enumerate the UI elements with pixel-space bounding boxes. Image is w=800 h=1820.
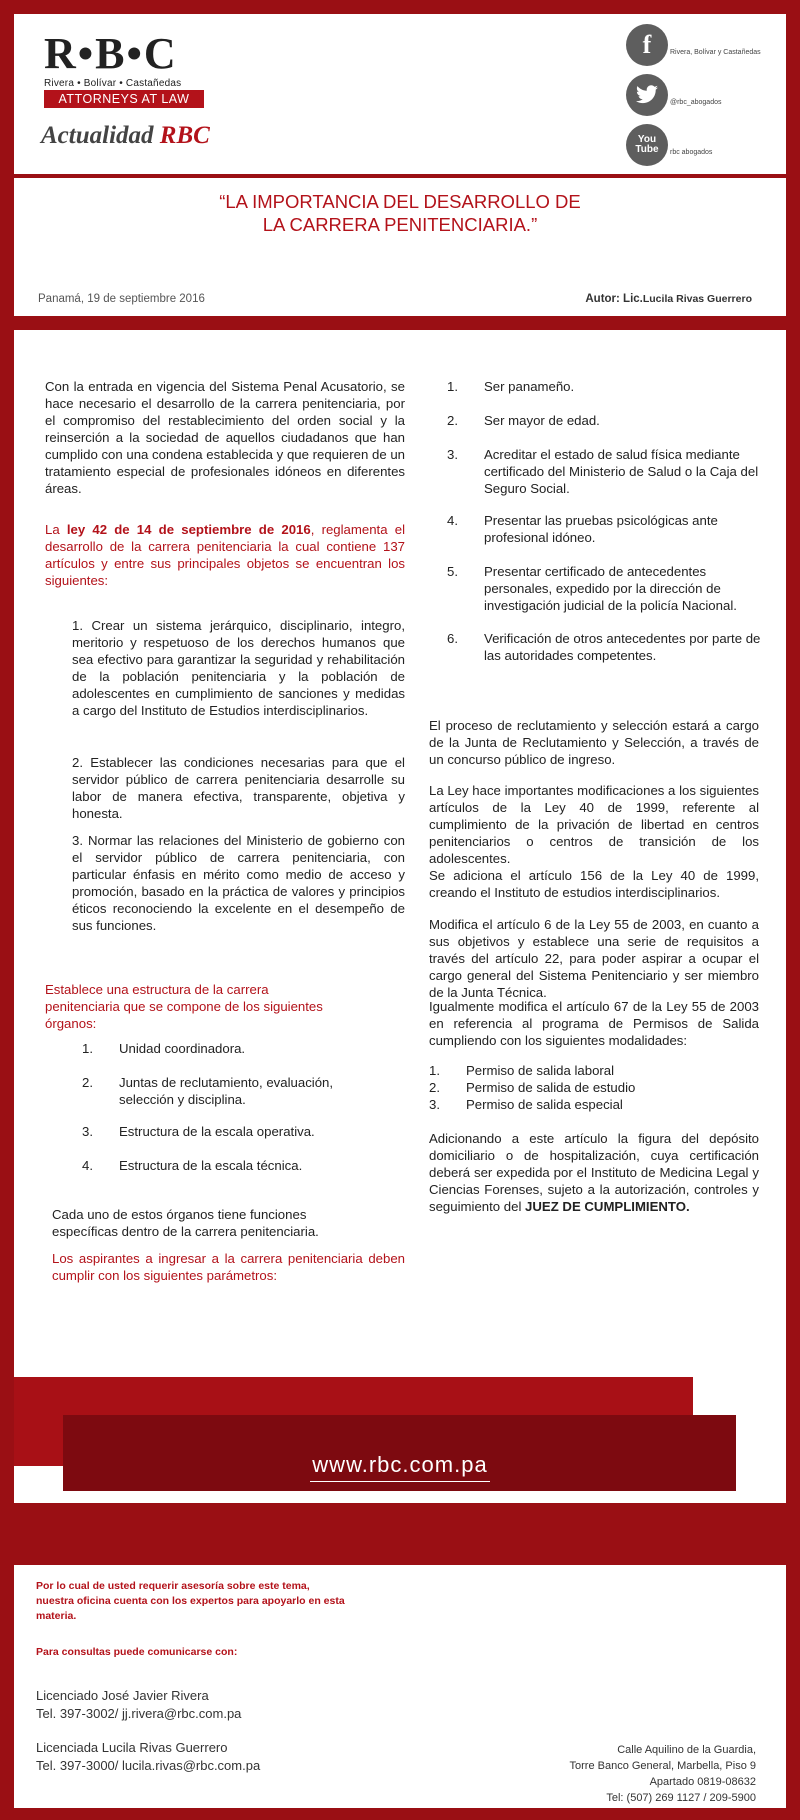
twitter-label: @rbc_abogados [670, 99, 722, 106]
website-link[interactable]: www.rbc.com.pa [312, 1452, 488, 1477]
requirement-item: Presentar certificado de antecedentes personales, expedido por la dirección de investigación judicial de la policía Nacional. [484, 564, 737, 613]
requirement-number: 5. [447, 564, 458, 579]
advice-line: nuestra oficina cuenta con los expertos para apoyarlo en esta [36, 1595, 345, 1607]
permit-number: 3. [429, 1097, 440, 1112]
deposit-text: Adicionando a este artículo la figura del depósito domiciliario o de hospitalización, cuya certificación deberá ser expedida por el Instituto de Medicina Legal y Ciencias Forenses, sujeto a la autorización, controles y seguimiento del [429, 1131, 759, 1214]
logo-letters: R•B•C [44, 29, 178, 78]
consult-text: Para consultas puede comunicarse con: [36, 1646, 238, 1658]
title-line-2: LA CARRERA PENITENCIARIA.” [262, 214, 538, 235]
advice-text [36, 1579, 345, 1624]
article-title [14, 190, 786, 236]
requirement-number: 4. [447, 513, 458, 528]
contact-2-name: Licenciada Lucila Rivas Guerrero [36, 1740, 228, 1755]
requirement-number: 2. [447, 413, 458, 428]
requirement-item: Presentar las pruebas psicológicas ante profesional idóneo. [484, 513, 718, 545]
permit-number: 1. [429, 1063, 440, 1078]
contact-1-info[interactable]: Tel. 397-3002/ jj.rivera@rbc.com.pa [36, 1706, 242, 1721]
process-paragraph: El proceso de reclutamiento y selección estará a cargo de la Junta de Reclutamiento y Selección, a través de un concurso público de ingreso. [429, 718, 759, 767]
website-underline [310, 1481, 490, 1482]
facebook-icon[interactable]: f [626, 24, 668, 66]
objective-3: 3. Normar las relaciones del Ministerio de gobierno con el servidor público de carrera penitenciaria, con particular énfasis en mérito como medio de acceso y promoción, basado en la práctica de valores y principios éticos reconociendo la excelente en el desempeño de sus funciones. [72, 833, 405, 933]
social-twitter[interactable] [626, 72, 756, 116]
deposit-paragraph [429, 1130, 759, 1215]
logo-tagline: ATTORNEYS AT LAW [44, 90, 204, 108]
organ-item: Juntas de reclutamiento, evaluación, selección y disciplina. [119, 1075, 334, 1107]
youtube-icon[interactable]: You Tube [626, 124, 668, 166]
social-youtube[interactable] [626, 122, 756, 166]
permit-number: 2. [429, 1080, 440, 1095]
rbc-logo [44, 29, 204, 108]
organ-number: 1. [82, 1041, 93, 1056]
permit-item: Permiso de salida laboral [466, 1063, 615, 1078]
aspirants-paragraph: Los aspirantes a ingresar a la carrera penitenciaria deben cumplir con los siguientes parámetros: [52, 1251, 405, 1283]
organs-note: Cada uno de estos órganos tiene funciones específicas dentro de la carrera penitenciaria. [52, 1207, 319, 1239]
requirement-number: 6. [447, 631, 458, 646]
article6-paragraph: Modifica el artículo 6 de la Ley 55 de 2003, en cuanto a sus objetivos y establece una serie de requisitos a través del artículo 22, para poder aspirar a ocupar el cargo general del Sistema Penitenciario y ser miembro de la Junta Técnica. [429, 917, 759, 1000]
address-line: Torre Banco General, Marbella, Piso 9 [569, 1760, 756, 1772]
logo-names: Rivera • Bolívar • Castañedas [44, 78, 182, 89]
author-prefix: Autor: Lic. [585, 293, 643, 305]
permit-item: Permiso de salida de estudio [466, 1080, 636, 1095]
publication-title [41, 122, 210, 150]
contact-1-name: Licenciado José Javier Rivera [36, 1688, 209, 1703]
title-panel [14, 178, 786, 316]
permit-item: Permiso de salida especial [466, 1097, 623, 1112]
header [14, 14, 786, 174]
contact-2-info[interactable]: Tel. 397-3000/ lucila.rivas@rbc.com.pa [36, 1758, 261, 1773]
address-line: Tel: (507) 269 1127 / 209-5900 [606, 1792, 756, 1804]
publication-name: Actualidad [41, 122, 154, 149]
organ-number: 3. [82, 1124, 93, 1139]
advice-line: Por lo cual de usted requerir asesoría sobre este tema, [36, 1580, 310, 1592]
objective-2: 2. Establecer las condiciones necesarias para que el servidor público de carrera penitenciaria desarrolle su labor de manera efectiva, transparente, objetiva y honesta. [72, 755, 405, 821]
office-address [570, 1742, 756, 1806]
law-name: ley 42 de 14 de septiembre de 2016 [66, 522, 311, 537]
contact-2 [36, 1739, 260, 1775]
article-author [585, 293, 752, 305]
law-post: , reglamenta el desarrollo de la carrera penitenciaria la cual contiene 137 artículos y entre sus principales objetos se encuentran los siguientes: [45, 522, 405, 588]
intro-paragraph: Con la entrada en vigencia del Sistema Penal Acusatorio, se hace necesario el desarrollo de la carrera penitenciaria, por el compromiso del restablecimiento del orden social y la reinserción a la sociedad de aquellos ciudadanos que han cumplido con una condena establecida y que requieren de un tratamiento especial de profesionales idóneos en diferentes áreas. [45, 379, 405, 496]
youtube-label: rbc abogados [670, 149, 713, 156]
contact-1 [36, 1687, 241, 1723]
footer [14, 1565, 786, 1808]
law-pre: La [45, 522, 67, 537]
law-paragraph [45, 521, 405, 589]
judge-text: JUEZ DE CUMPLIMIENTO. [525, 1199, 690, 1214]
article67-paragraph: Igualmente modifica el artículo 67 de la Ley 55 de 2003 en referencia al programa de Permisos de Salida cumpliendo con los siguientes modalidades: [429, 999, 759, 1048]
article-date: Panamá, 19 de septiembre 2016 [38, 293, 205, 305]
requirement-item: Ser mayor de edad. [484, 413, 600, 428]
structure-heading: Establece una estructura de la carrera penitenciaria que se compone de los siguientes órganos: [45, 982, 323, 1031]
modifications-paragraph: La Ley hace importantes modificaciones a los siguientes artículos de la Ley 40 de 1999, referente al cumplimiento de la privación de libertad en centros penitenciarios o centros de transición de los adolescentes. [429, 783, 759, 866]
address-line: Apartado 0819-08632 [649, 1776, 756, 1788]
requirement-number: 3. [447, 447, 458, 462]
facebook-label: Rivera, Bolívar y Castañedas [670, 49, 761, 56]
organ-item: Estructura de la escala operativa. [119, 1124, 315, 1139]
organ-item: Estructura de la escala técnica. [119, 1158, 303, 1173]
organ-number: 4. [82, 1158, 93, 1173]
address-line: Calle Aquilino de la Guardia, [617, 1744, 756, 1756]
objective-1: 1. Crear un sistema jerárquico, disciplinario, integro, meritorio y respetuoso de los derechos humanos que sea efectivo para garantizar la seguridad y rehabilitación de la población penitenciaria y la población de adolescentes en cumplimiento de sanciones y medidas a cargo del Instituto de Estudios interdisciplinarios. [72, 618, 405, 718]
organ-item: Unidad coordinadora. [119, 1041, 246, 1056]
requirement-item: Acreditar el estado de salud física mediante certificado del Ministerio de Salud o la Caja del Seguro Social. [484, 447, 759, 496]
article-body [14, 330, 786, 1503]
social-facebook[interactable] [626, 22, 761, 66]
publication-accent: RBC [159, 122, 210, 149]
title-line-1: “LA IMPORTANCIA DEL DESARROLLO DE [219, 191, 581, 212]
requirement-item: Verificación de otros antecedentes por parte de las autoridades competentes. [484, 631, 761, 663]
article156-paragraph: Se adiciona el artículo 156 de la Ley 40 de 1999, creando el Instituto de estudios interdisciplinarios. [429, 868, 759, 900]
advice-line: materia. [36, 1610, 77, 1622]
twitter-icon[interactable] [626, 74, 668, 116]
requirement-number: 1. [447, 379, 458, 394]
author-name: Lucila Rivas Guerrero [642, 293, 752, 305]
organ-number: 2. [82, 1075, 93, 1090]
requirement-item: Ser panameño. [484, 379, 575, 394]
social-links [626, 22, 761, 172]
